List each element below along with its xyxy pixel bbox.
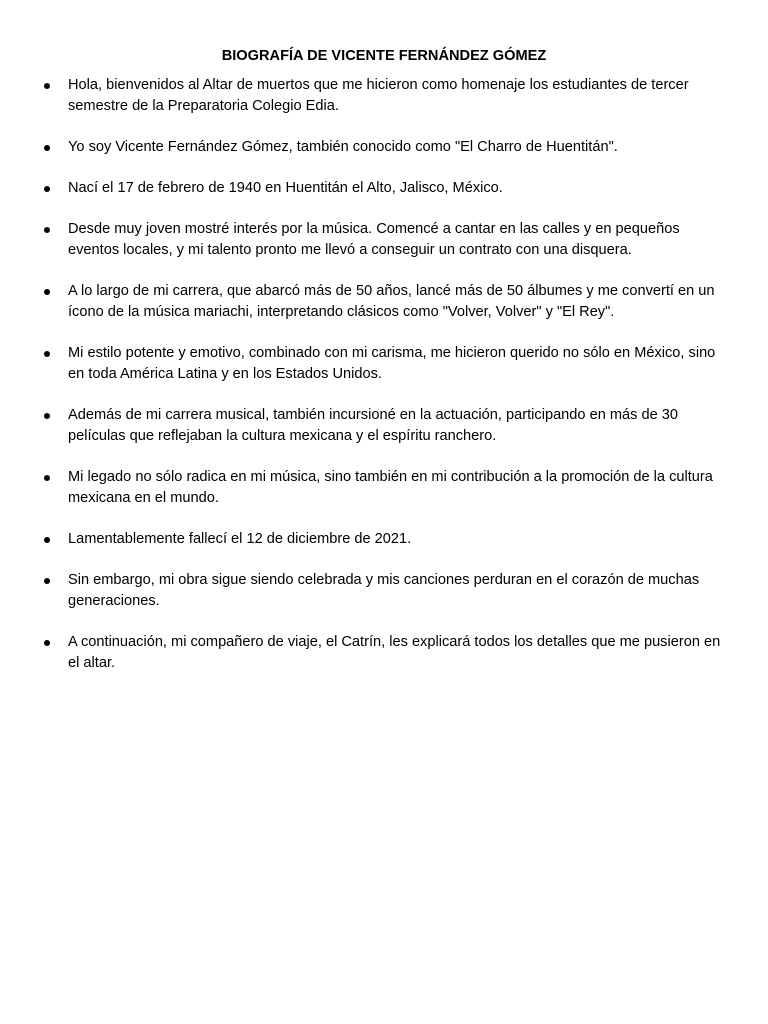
list-item-text: Hola, bienvenidos al Altar de muertos que me hicieron como homenaje los estudiantes de tercer semestre de la Preparatoria Colegio Edia. bbox=[68, 77, 689, 114]
document-title: BIOGRAFÍA DE VICENTE FERNÁNDEZ GÓMEZ bbox=[221, 48, 547, 64]
list-item-text: A continuación, mi compañero de viaje, el Catrín, les explicará todos los detalles que me pusieron en el altar. bbox=[68, 634, 721, 671]
list-item-text: Yo soy Vicente Fernández Gómez, también conocido como "El Charro de Huentitán". bbox=[68, 139, 618, 155]
bullet-icon bbox=[44, 186, 50, 192]
bullet-icon bbox=[44, 227, 50, 233]
list-item bbox=[0, 178, 768, 199]
list-item bbox=[0, 281, 768, 323]
list-item bbox=[0, 75, 768, 117]
list-item bbox=[0, 219, 768, 261]
bullet-icon bbox=[44, 578, 50, 584]
list-item bbox=[0, 467, 768, 509]
list-item bbox=[0, 137, 768, 158]
bullet-icon bbox=[44, 83, 50, 89]
list-item-text: Mi estilo potente y emotivo, combinado con mi carisma, me hicieron querido no sólo en México, sino en toda América Latina y en los Estados Unidos. bbox=[68, 345, 716, 382]
bullet-icon bbox=[44, 475, 50, 481]
list-item-text: Mi legado no sólo radica en mi música, sino también en mi contribución a la promoción de la cultura mexicana en el mundo. bbox=[68, 469, 713, 506]
list-item bbox=[0, 405, 768, 447]
list-item bbox=[0, 570, 768, 612]
bullet-icon bbox=[44, 289, 50, 295]
list-item bbox=[0, 529, 768, 550]
list-item bbox=[0, 343, 768, 385]
bullet-icon bbox=[44, 537, 50, 543]
biography-bullet-list bbox=[0, 75, 768, 694]
bullet-icon bbox=[44, 351, 50, 357]
bullet-icon bbox=[44, 640, 50, 646]
list-item-text: Lamentablemente fallecí el 12 de diciembre de 2021. bbox=[68, 531, 412, 547]
list-item-text: Nací el 17 de febrero de 1940 en Huentitán el Alto, Jalisco, México. bbox=[68, 180, 503, 196]
list-item bbox=[0, 632, 768, 674]
list-item-text: Además de mi carrera musical, también incursioné en la actuación, participando en más de 30 películas que reflejaban la cultura mexicana y el espíritu ranchero. bbox=[68, 407, 679, 444]
list-item-text: Sin embargo, mi obra sigue siendo celebrada y mis canciones perduran en el corazón de muchas generaciones. bbox=[68, 572, 700, 609]
bullet-icon bbox=[44, 413, 50, 419]
list-item-text: A lo largo de mi carrera, que abarcó más de 50 años, lancé más de 50 álbumes y me convertí en un ícono de la música mariachi, interpretando clásicos como "Volver, Volver" y "El Rey". bbox=[68, 283, 715, 320]
bullet-icon bbox=[44, 145, 50, 151]
list-item-text: Desde muy joven mostré interés por la música. Comencé a cantar en las calles y en pequeños eventos locales, y mi talento pronto me llevó a conseguir un contrato con una disquera. bbox=[68, 221, 680, 258]
